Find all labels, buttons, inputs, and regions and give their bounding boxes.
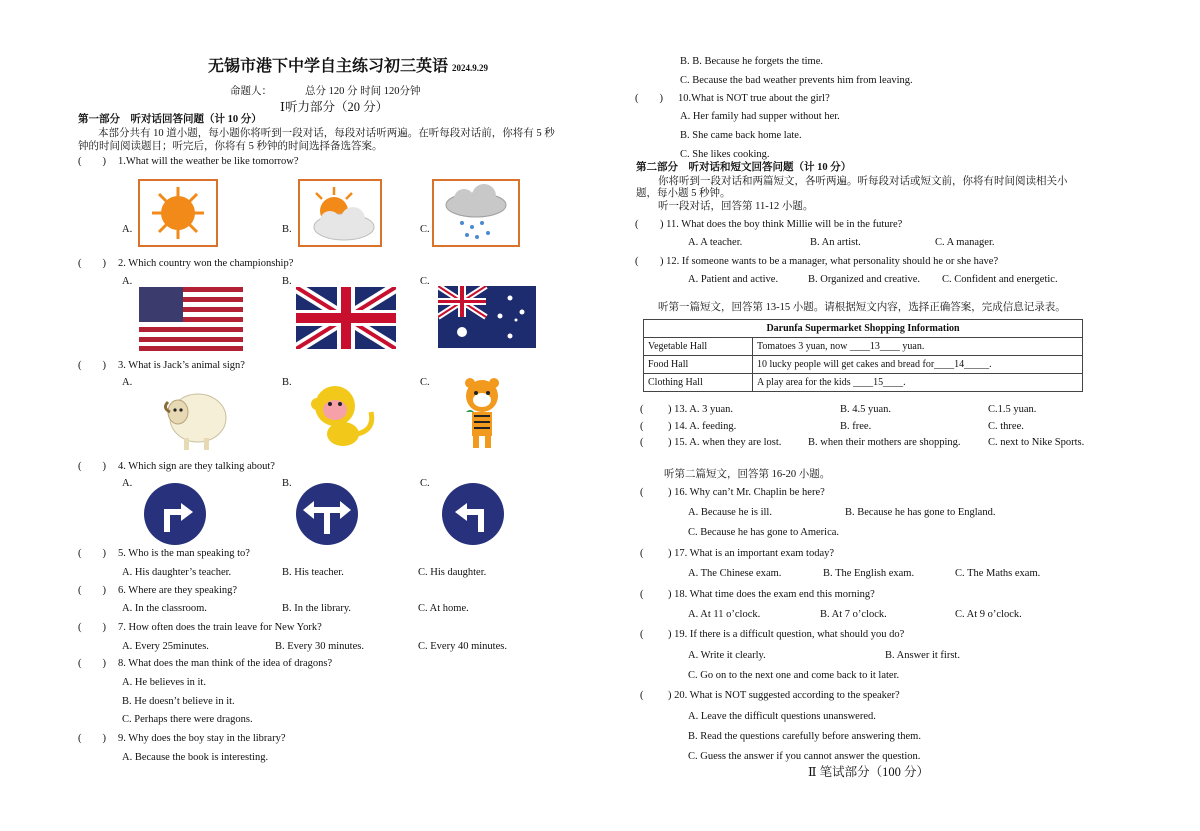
partly-cloudy-icon	[298, 179, 382, 247]
q8-option-b: B. He doesn’t believe in it.	[122, 696, 235, 707]
q5-option-c: C. His daughter.	[418, 567, 487, 578]
answer-paren: ( )	[78, 360, 106, 371]
q9-option-c: C. Because the bad weather prevents him from leaving.	[680, 75, 913, 86]
info-record-table	[643, 319, 1083, 392]
tiger-icon	[456, 376, 508, 452]
q2-option-b: B.	[282, 276, 292, 287]
q4-option-b: B.	[282, 478, 292, 489]
q4-option-a: A.	[122, 478, 133, 489]
q9-option-a: A. Because the book is interesting.	[122, 752, 269, 763]
q9-text: 9. Why does the boy stay in the library?	[118, 733, 286, 744]
author-label: 命题人：	[230, 86, 272, 97]
q19-text: ) 19. If there is a difficult question, what should you do?	[668, 629, 905, 640]
score-time: 总分 120 分 时间 120分钟	[305, 86, 421, 97]
section1-heading: 第一部分 听对话回答问题（计 10 分）	[78, 114, 262, 125]
q6-text: 6. Where are they speaking?	[118, 585, 238, 596]
answer-paren: ( )	[78, 156, 106, 167]
q17-option-a: A. The Chinese exam.	[688, 568, 782, 579]
part1-heading: Ⅰ听力部分（20 分）	[280, 100, 389, 114]
turn-left-sign-icon	[441, 482, 505, 546]
q17-text: ) 17. What is an important exam today?	[668, 548, 835, 559]
answer-paren: ( )	[78, 461, 106, 472]
q3-option-a: A.	[122, 377, 133, 388]
q18-option-a: A. At 11 o’clock.	[688, 609, 761, 620]
q1-option-a: A.	[122, 224, 133, 235]
q13-text: ) 13. A. 3 yuan.	[668, 404, 734, 415]
exam-title: 无锡市港下中学自主练习初三英语 2024.9.29	[208, 58, 489, 75]
q7-option-b: B. Every 30 minutes.	[275, 641, 364, 652]
answer-paren-open: (	[635, 256, 639, 267]
q20-option-b: B. Read the questions carefully before answering them.	[688, 731, 921, 742]
q20-text: ) 20. What is NOT suggested according to the speaker?	[668, 690, 900, 701]
q6-option-b: B. In the library.	[282, 603, 352, 614]
sunny-icon	[138, 179, 218, 247]
answer-paren-open: (	[640, 421, 644, 432]
answer-paren-open: (	[640, 548, 644, 559]
q3-text: 3. What is Jack’s animal sign?	[118, 360, 245, 371]
q3-option-c: C.	[420, 377, 430, 388]
q18-option-c: C. At 9 o’clock.	[955, 609, 1022, 620]
answer-paren-open: (	[640, 690, 644, 701]
q16-option-a: A. Because he is ill.	[688, 507, 772, 518]
table-row: Food Hall 10 lucky people will get cakes and bread for____14_____.	[644, 356, 1083, 374]
australia-flag-icon	[438, 286, 536, 348]
table-title: Darunfa Supermarket Shopping Information	[644, 320, 1083, 338]
q11-option-b: B. An artist.	[810, 237, 861, 248]
q11-option-a: A. A teacher.	[688, 237, 743, 248]
section1-instr-line2: 钟的时间阅读题目；听完后，你将有 5 秒钟的时间选择备选答案。	[78, 141, 383, 152]
q14-option-c: C. three.	[988, 421, 1024, 432]
q17-option-b: B. The English exam.	[823, 568, 915, 579]
q14-option-b: B. free.	[840, 421, 872, 432]
answer-paren-open: (	[640, 437, 644, 448]
answer-paren: ( )	[635, 93, 663, 104]
q2-option-a: A.	[122, 276, 133, 287]
q2-text: 2. Which country won the championship?	[118, 258, 294, 269]
answer-paren-open: (	[640, 404, 644, 415]
answer-paren: ( )	[78, 585, 106, 596]
q5-option-a: A. His daughter’s teacher.	[122, 567, 232, 578]
section2-instr-line1: 你将听到一段对话和两篇短文，各听两遍。听每段对话或短文前，你将有时间阅读相关小	[658, 176, 1068, 187]
q12-text: ) 12. If someone wants to be a manager, what personality should he or she have?	[660, 256, 999, 267]
q15-option-b: B. when their mothers are shopping.	[808, 437, 961, 448]
q4-option-c: C.	[420, 478, 430, 489]
monkey-icon	[305, 382, 381, 452]
q10-option-b: B. She came back home late.	[680, 130, 802, 141]
q10-text: 10.What is NOT true about the girl?	[678, 93, 830, 104]
q4-text: 4. Which sign are they talking about?	[118, 461, 275, 472]
answer-paren: ( )	[78, 733, 106, 744]
q16-text: ) 16. Why can’t Mr. Chaplin be here?	[668, 487, 825, 498]
q13-option-b: B. 4.5 yuan.	[840, 404, 892, 415]
answer-paren: ( )	[78, 658, 106, 669]
q5-option-b: B. His teacher.	[282, 567, 344, 578]
answer-paren-open: (	[640, 629, 644, 640]
turn-right-sign-icon	[143, 482, 207, 546]
section2-heading: 第二部分 听对话和短文回答问题（计 10 分）	[636, 162, 852, 173]
q17-option-c: C. The Maths exam.	[955, 568, 1041, 579]
table-row: Vegetable Hall Tomatoes 3 yuan, now ____13____ yuan.	[644, 338, 1083, 356]
rainy-cloud-icon	[432, 179, 520, 247]
q7-option-a: A. Every 25minutes.	[122, 641, 209, 652]
q12-option-a: A. Patient and active.	[688, 274, 779, 285]
section1-instr-line1: 本部分共有 10 道小题，每小题你将听到一段对话，每段对话听两遍。在听每段对话前，你将有 5 秒	[98, 128, 555, 139]
q20-option-a: A. Leave the difficult questions unanswered.	[688, 711, 876, 722]
part2-heading: Ⅱ 笔试部分（100 分）	[808, 765, 929, 779]
q6-option-a: A. In the classroom.	[122, 603, 207, 614]
q19-option-a: A. Write it clearly.	[688, 650, 766, 661]
answer-paren: ( )	[78, 622, 106, 633]
q2-option-c: C.	[420, 276, 430, 287]
answer-paren-open: (	[640, 487, 644, 498]
q16-option-b: B. Because he has gone to England.	[845, 507, 996, 518]
answer-paren: ( )	[78, 548, 106, 559]
uk-flag-icon	[296, 287, 396, 349]
q19-option-c: C. Go on to the next one and come back to it later.	[688, 670, 900, 681]
table-row: Clothing Hall A play area for the kids ____15____.	[644, 374, 1083, 392]
q10-option-a: A. Her family had supper without her.	[680, 111, 840, 122]
passage2-instruction: 听第二篇短文，回答第 16-20 小题。	[664, 469, 831, 480]
q15-text: ) 15. A. when they are lost.	[668, 437, 782, 448]
q10-option-c: C. She likes cooking.	[680, 149, 770, 160]
q8-text: 8. What does the man think of the idea of dragons?	[118, 658, 333, 669]
q14-text: ) 14. A. feeding.	[668, 421, 737, 432]
q20-option-c: C. Guess the answer if you cannot answer the question.	[688, 751, 921, 762]
q15-option-c: C. next to Nike Sports.	[988, 437, 1085, 448]
q3-option-b: B.	[282, 377, 292, 388]
answer-paren-open: (	[635, 219, 639, 230]
q18-text: ) 18. What time does the exam end this morning?	[668, 589, 875, 600]
q12-option-b: B. Organized and creative.	[808, 274, 921, 285]
q7-option-c: C. Every 40 minutes.	[418, 641, 507, 652]
q12-option-c: C. Confident and energetic.	[942, 274, 1058, 285]
q5-text: 5. Who is the man speaking to?	[118, 548, 250, 559]
sheep-icon	[160, 386, 230, 452]
q11-option-c: C. A manager.	[935, 237, 995, 248]
q1-option-b: B.	[282, 224, 292, 235]
turn-left-or-right-sign-icon	[294, 482, 360, 546]
q1-option-c: C.	[420, 224, 430, 235]
passage1-instruction: 听第一篇短文，回答第 13-15 小题。请根据短文内容，选择正确答案，完成信息记录表。	[658, 302, 1066, 313]
q13-option-c: C.1.5 yuan.	[988, 404, 1037, 415]
answer-paren: ( )	[78, 258, 106, 269]
q8-option-c: C. Perhaps there were dragons.	[122, 714, 253, 725]
q7-text: 7. How often does the train leave for New York?	[118, 622, 322, 633]
section2-instr-line3: 听一段对话，回答第 11-12 小题。	[658, 201, 814, 212]
q8-option-a: A. He believes in it.	[122, 677, 206, 688]
q18-option-b: B. At 7 o’clock.	[820, 609, 887, 620]
us-flag-icon	[139, 287, 243, 351]
q1-text: 1.What will the weather be like tomorrow?	[118, 156, 299, 167]
q11-text: ) 11. What does the boy think Millie will be in the future?	[660, 219, 903, 230]
answer-paren-open: (	[640, 589, 644, 600]
q9-option-b: B. B. Because he forgets the time.	[680, 56, 823, 67]
section2-instr-line2: 题，每小题 5 秒钟。	[636, 188, 731, 199]
q19-option-b: B. Answer it first.	[885, 650, 960, 661]
q6-option-c: C. At home.	[418, 603, 469, 614]
exam-date: 2024.9.29	[452, 63, 489, 73]
q16-option-c: C. Because he has gone to America.	[688, 527, 840, 538]
